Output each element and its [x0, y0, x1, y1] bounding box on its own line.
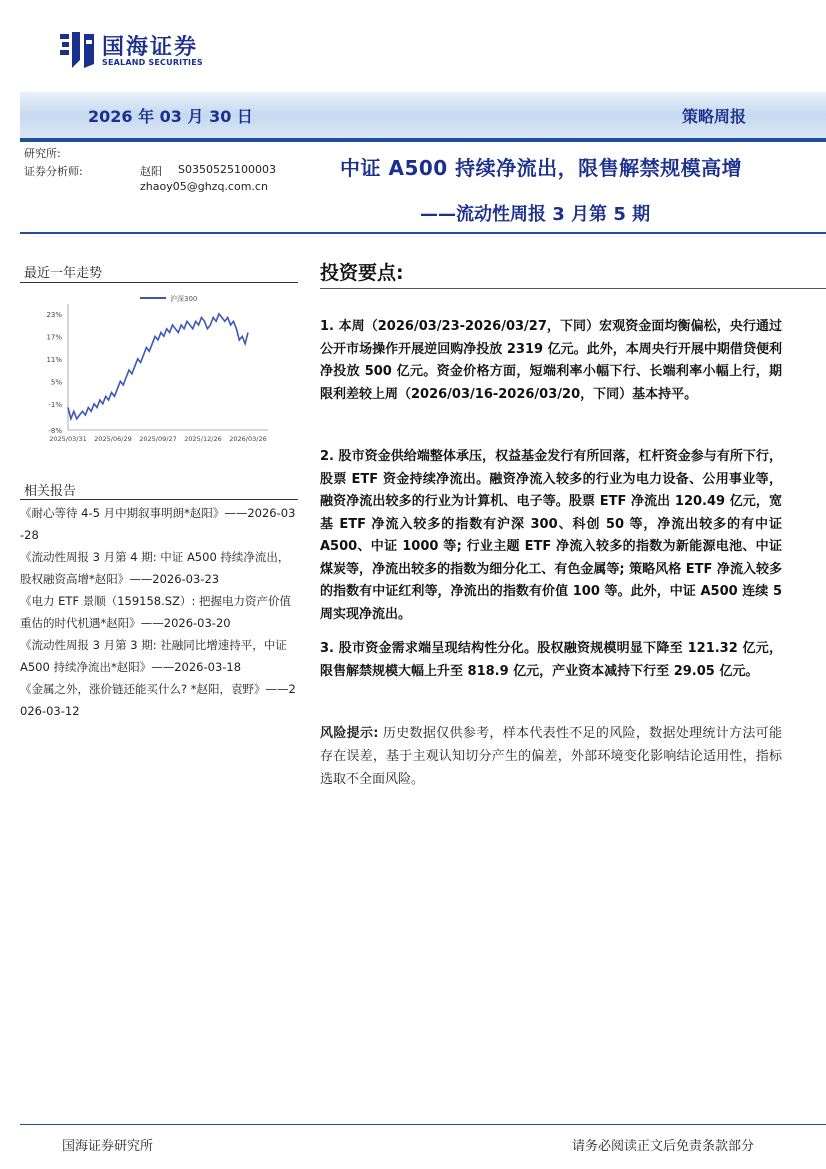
investment-point: 3. 股市资金需求端呈现结构性分化。股权融资规模明显下降至 121.32 亿元，限售解禁规模大幅上升至 818.9 亿元，产业资本减持下行至 29.05 亿元。 — [320, 641, 782, 679]
analyst-name: 赵阳 — [140, 165, 162, 178]
footer-divider — [20, 1124, 826, 1125]
risk-text: 历史数据仅供参考，样本代表性不足的风险，数据处理统计方法可能存在误差，基于主观认知切分产生的偏差，外部环境变化影响结论适用性，指标选取不全面风险。 — [320, 726, 782, 787]
investment-heading: 投资要点: — [320, 262, 404, 284]
investment-point: 2. 股市资金供给端整体承压，权益基金发行有所回落，杠杆资金参与有所下行，股票 ETF 资金持续净流出。融资净流入较多的行业为电力设备、公用事业等，融资净流出较多的行业为计算机、电子等。股票 ETF 净流出 120.49 亿元，宽基 ETF 净流入较多的指数有沪深 300、科创 50 等，净流出较多的有中证 A500、中证 1000 等; 行业主题 ETF 净流入较多的指数为新能源电池、中证煤炭等，净流出较多的指数为细分化工、有色金属等; 策略风格 ETF 净流入较多的指数有中证红利等，净流出的指数有价值 100 等。此外，中证 A500 连续 5 周实现净流出。 — [320, 449, 782, 622]
chart-y-tick-label: 5% — [50, 378, 62, 387]
related-report-link[interactable]: 《电力 ETF 景顺（159158.SZ）: 把握电力资产价值重估的时代机遇*赵阳》——2026-03-20 — [20, 594, 291, 630]
related-rule — [20, 499, 298, 500]
chart-y-tick-label: 17% — [46, 333, 62, 342]
related-list — [20, 502, 298, 722]
chart-legend-label: 沪深300 — [170, 295, 198, 303]
report-type: 策略周报 — [682, 107, 747, 126]
title-divider — [20, 232, 826, 234]
related-heading: 相关报告 — [24, 484, 77, 499]
analyst-label: 证券分析师: — [24, 165, 83, 178]
chart-x-tick-label: 2025/06/29 — [94, 435, 132, 443]
banner-divider — [20, 138, 826, 142]
report-subtitle: ——流动性周报 3 月第 5 期 — [420, 204, 651, 225]
related-report-link[interactable]: 《流动性周报 3 月第 4 期: 中证 A500 持续净流出，股权融资高增*赵阳》——2026-03-23 — [20, 550, 290, 586]
institute-label: 研究所: — [24, 147, 61, 160]
footer-institute: 国海证券研究所 — [62, 1139, 154, 1154]
investment-rule — [320, 288, 826, 289]
risk-label: 风险提示: — [320, 726, 379, 741]
related-report-link[interactable]: 《耐心等待 4-5 月中期叙事明朗*赵阳》——2026-03-28 — [20, 506, 296, 542]
brand-name: 国海证券 — [102, 35, 199, 60]
chart-y-tick-label: 11% — [46, 355, 62, 364]
analyst-email[interactable]: zhaoy05@ghzq.com.cn — [140, 180, 268, 193]
chart-x-tick-label: 2025/12/26 — [184, 435, 222, 443]
report-title: 中证 A500 持续净流出，限售解禁规模高增 — [340, 156, 743, 180]
report-date: 2026 年 03 月 30 日 — [88, 107, 253, 126]
investment-point: 1. 本周（2026/03/23-2026/03/27，下同）宏观资金面均衡偏松，央行通过公开市场操作开展逆回购净投放 2319 亿元。此外，本周央行开展中期借贷便利净投放 500 亿元。资金价格方面，短端利率小幅下行、长端利率小幅上行，期限利差较上周（2026/03/16-2026/03/20，下同）基本持平。 — [320, 319, 782, 402]
chart-y-tick-label: -1% — [48, 400, 62, 409]
risk-note — [320, 722, 782, 791]
chart-series-line — [68, 314, 248, 419]
chart-x-tick-label: 2026/03/26 — [229, 435, 267, 443]
footer-disclaimer: 请务必阅读正文后免责条款部分 — [572, 1139, 755, 1154]
trend-heading: 最近一年走势 — [24, 266, 103, 281]
chart-x-tick-label: 2025/09/27 — [139, 435, 177, 443]
trend-rule — [20, 282, 298, 283]
chart-x-tick-label: 2025/03/31 — [49, 435, 87, 443]
chart-y-tick-label: -8% — [48, 427, 62, 435]
related-report-link[interactable]: 《流动性周报 3 月第 3 期: 社融同比增速持平，中证 A500 持续净流出*赵阳》——2026-03-18 — [20, 638, 287, 674]
related-report-link[interactable]: 《金属之外，涨价链还能买什么? *赵阳，袁野》——2026-03-12 — [20, 682, 296, 718]
chart-y-tick-label: 23% — [46, 310, 62, 319]
analyst-license: S0350525100003 — [178, 163, 276, 176]
index-trend-chart — [20, 288, 296, 446]
brand-name-en: SEALAND SECURITIES — [102, 58, 203, 67]
sealand-logo-icon — [58, 30, 96, 70]
